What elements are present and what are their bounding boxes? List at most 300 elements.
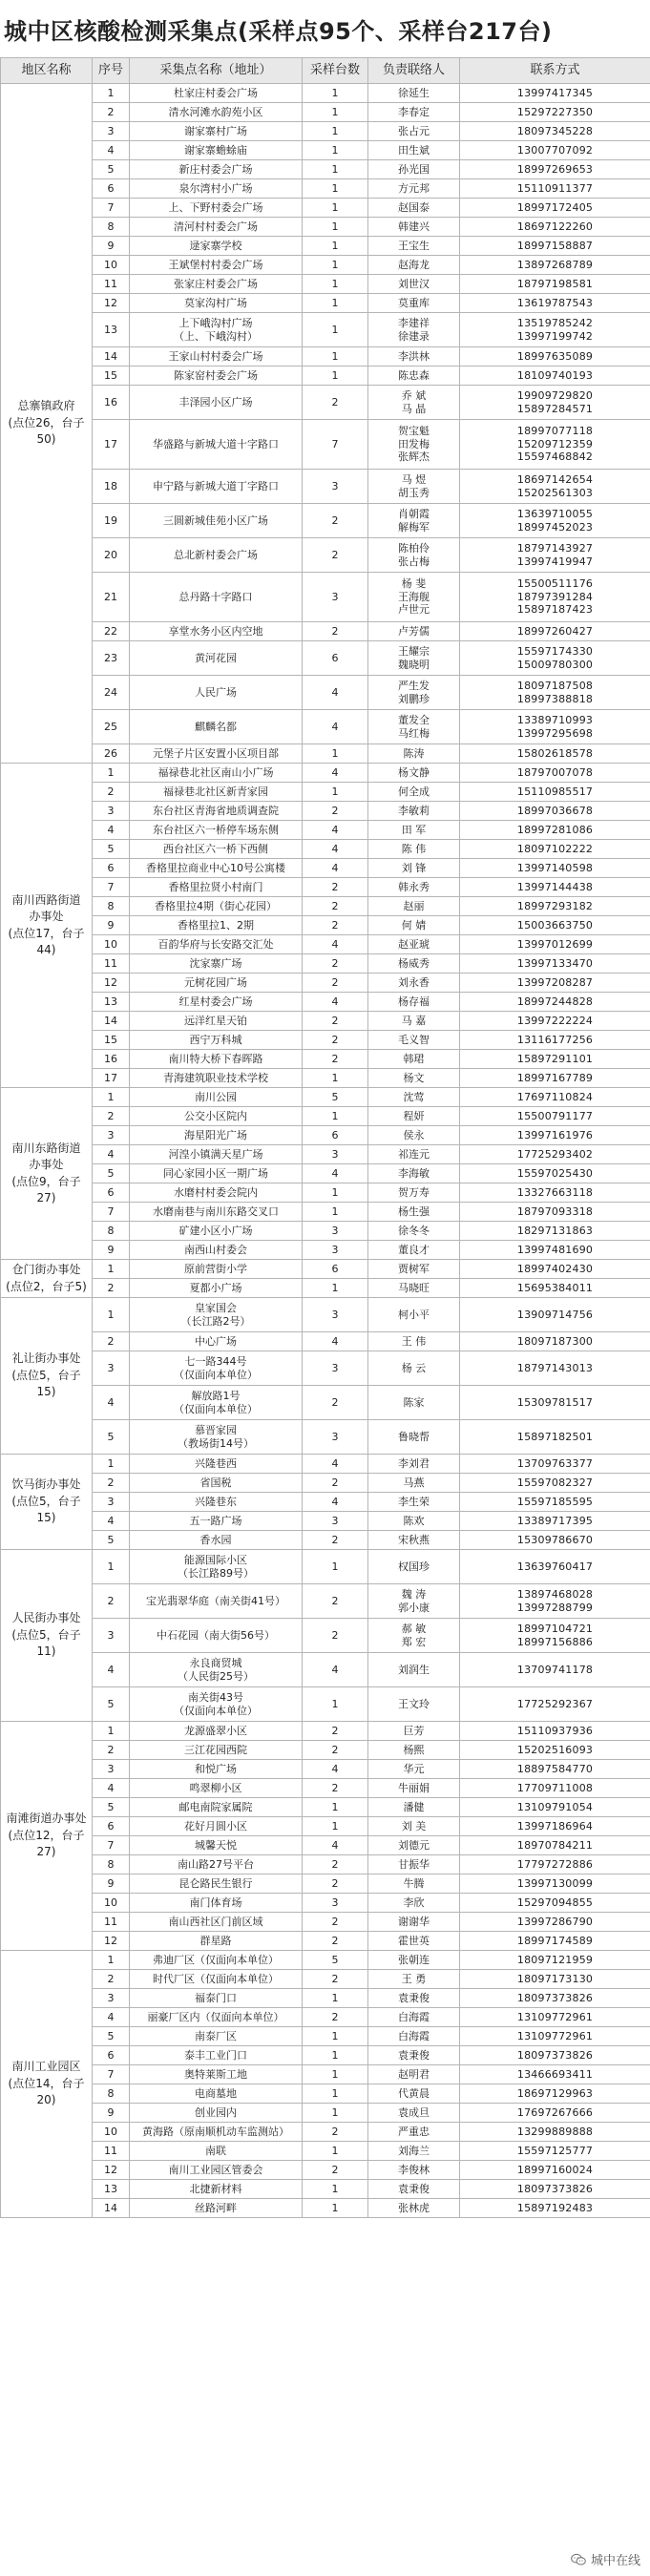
table-count: 2	[303, 897, 368, 916]
site-name: 公交小区院内	[130, 1107, 303, 1126]
contact-person: 董发全 马红梅	[368, 710, 460, 744]
site-name: 香格里拉贤小村南门	[130, 878, 303, 897]
site-name: 泉尔湾村小广场	[130, 179, 303, 199]
table-row	[1, 1031, 650, 1050]
contact-phone: 18997293182	[460, 897, 650, 916]
site-name: 西宁万科城	[130, 1031, 303, 1050]
table-count: 4	[303, 1332, 368, 1351]
contact-person: 李建祥 徐建录	[368, 313, 460, 347]
contact-person: 李刘君	[368, 1455, 460, 1474]
district-name-cell: 仓门街办事处 (点位2，台子5)	[1, 1260, 93, 1298]
contact-phone: 13116177256	[460, 1031, 650, 1050]
contact-phone: 18997160024	[460, 2161, 650, 2180]
contact-person: 王 勇	[368, 1970, 460, 1989]
table-count: 2	[303, 802, 368, 821]
table-row	[1, 2065, 650, 2084]
contact-phone: 17725292367	[460, 1687, 650, 1722]
row-number: 10	[93, 935, 130, 954]
contact-person: 袁成旦	[368, 2104, 460, 2123]
row-number: 3	[93, 1989, 130, 2008]
row-number: 14	[93, 2199, 130, 2218]
table-count: 3	[303, 1145, 368, 1164]
row-number: 13	[93, 313, 130, 347]
contact-person: 乔 斌 马 晶	[368, 386, 460, 420]
table-row	[1, 1970, 650, 1989]
site-name: 上、下野村委会广场	[130, 199, 303, 218]
table-count: 3	[303, 1894, 368, 1913]
contact-phone: 17697110824	[460, 1088, 650, 1107]
table-row	[1, 710, 650, 744]
table-row	[1, 573, 650, 622]
contact-person: 杨文	[368, 1069, 460, 1088]
contact-phone: 17797272886	[460, 1855, 650, 1874]
table-count: 2	[303, 1386, 368, 1420]
contact-phone: 13109772961	[460, 2008, 650, 2027]
contact-person: 甘振华	[368, 1855, 460, 1874]
site-name: 东台社区六一桥停车场东侧	[130, 821, 303, 840]
contact-person: 华元	[368, 1760, 460, 1779]
table-count: 2	[303, 538, 368, 573]
table-count: 1	[303, 1687, 368, 1722]
table-row	[1, 1855, 650, 1874]
table-row	[1, 1894, 650, 1913]
table-count: 1	[303, 2142, 368, 2161]
table-count: 2	[303, 954, 368, 974]
table-count: 6	[303, 641, 368, 676]
contact-person: 刘 锋	[368, 859, 460, 878]
site-name: 城馨天悦	[130, 1836, 303, 1855]
site-name: 福禄巷北社区新青家园	[130, 783, 303, 802]
contact-phone: 13997144438	[460, 878, 650, 897]
site-name: 南门体育场	[130, 1894, 303, 1913]
contact-phone: 15110911377	[460, 179, 650, 199]
table-count: 2	[303, 1932, 368, 1951]
contact-person: 杨存福	[368, 993, 460, 1012]
site-name: 电商墓地	[130, 2084, 303, 2104]
site-name: 解放路1号 （仅面向本单位）	[130, 1386, 303, 1420]
contact-phone: 15297094855	[460, 1894, 650, 1913]
contact-phone: 15003663750	[460, 916, 650, 935]
contact-person: 杨文静	[368, 764, 460, 783]
table-count: 3	[303, 1222, 368, 1241]
row-number: 26	[93, 744, 130, 764]
table-count: 3	[303, 1241, 368, 1260]
row-number: 11	[93, 954, 130, 974]
contact-person: 李敏莉	[368, 802, 460, 821]
table-row	[1, 347, 650, 367]
site-name: 沈家寨广场	[130, 954, 303, 974]
site-name: 群星路	[130, 1932, 303, 1951]
contact-phone: 15897182501	[460, 1420, 650, 1455]
contact-person: 袁秉俊	[368, 2180, 460, 2199]
table-row	[1, 993, 650, 1012]
row-number: 2	[93, 1584, 130, 1619]
contact-phone: 13997417345	[460, 84, 650, 103]
site-name: 奥特莱斯工地	[130, 2065, 303, 2084]
row-number: 1	[93, 1298, 130, 1332]
table-count: 2	[303, 622, 368, 641]
row-number: 6	[93, 1817, 130, 1836]
table-row	[1, 1619, 650, 1653]
table-row	[1, 1455, 650, 1474]
table-row	[1, 275, 650, 294]
table-count: 1	[303, 1550, 368, 1584]
table-count: 2	[303, 504, 368, 538]
contact-person: 刘润生	[368, 1653, 460, 1687]
row-number: 12	[93, 974, 130, 993]
row-number: 12	[93, 294, 130, 313]
contact-phone: 15110937936	[460, 1722, 650, 1741]
contact-person: 李欣	[368, 1894, 460, 1913]
contact-phone: 13519785242 13997199742	[460, 313, 650, 347]
contact-person: 陈涛	[368, 744, 460, 764]
contact-phone: 13997208287	[460, 974, 650, 993]
contact-phone: 18097373826	[460, 1989, 650, 2008]
site-name: 同心家园小区一期广场	[130, 1164, 303, 1183]
district-name-cell: 南川东路街道 办事处 (点位9，台子 27)	[1, 1088, 93, 1260]
contact-person: 徐延生	[368, 84, 460, 103]
table-count: 2	[303, 1031, 368, 1050]
site-name: 清河村村委会广场	[130, 218, 303, 237]
table-row	[1, 1203, 650, 1222]
table-row	[1, 783, 650, 802]
site-name: 总丹路十字路口	[130, 573, 303, 622]
contact-phone: 17709711008	[460, 1779, 650, 1798]
table-count: 2	[303, 1741, 368, 1760]
row-number: 11	[93, 2142, 130, 2161]
contact-person: 刘永香	[368, 974, 460, 993]
row-number: 7	[93, 878, 130, 897]
table-row	[1, 218, 650, 237]
row-number: 4	[93, 1779, 130, 1798]
contact-person: 潘健	[368, 1798, 460, 1817]
contact-phone: 13389717395	[460, 1512, 650, 1531]
table-count: 1	[303, 2046, 368, 2065]
district-name-cell: 总寨镇政府 (点位26，台子50)	[1, 84, 93, 764]
site-name: 人民广场	[130, 676, 303, 710]
site-name: 南泰厂区	[130, 2027, 303, 2046]
site-name: 兴隆巷西	[130, 1455, 303, 1474]
contact-person: 刘世汉	[368, 275, 460, 294]
site-name: 福泰门口	[130, 1989, 303, 2008]
contact-phone: 13997286790	[460, 1913, 650, 1932]
contact-person: 代黄晨	[368, 2084, 460, 2104]
row-number: 18	[93, 470, 130, 504]
contact-phone: 15202516093	[460, 1741, 650, 1760]
contact-person: 李春定	[368, 103, 460, 122]
table-row	[1, 744, 650, 764]
site-name: 元树花园广场	[130, 974, 303, 993]
table-count: 2	[303, 1874, 368, 1894]
contact-person: 韩珺	[368, 1050, 460, 1069]
contact-person: 张占元	[368, 122, 460, 141]
contact-phone: 18097102222	[460, 840, 650, 859]
contact-person: 卢芳儒	[368, 622, 460, 641]
contact-person: 赵国泰	[368, 199, 460, 218]
site-name: 慕晋家园 （教场街14号）	[130, 1420, 303, 1455]
contact-phone: 18697129963	[460, 2084, 650, 2104]
site-name: 夏都小广场	[130, 1279, 303, 1298]
table-row	[1, 1741, 650, 1760]
contact-phone: 18997244828	[460, 993, 650, 1012]
contact-phone: 18697142654 15202561303	[460, 470, 650, 504]
contact-person: 马晓旺	[368, 1279, 460, 1298]
site-name: 中心广场	[130, 1332, 303, 1351]
contact-person: 柯小平	[368, 1298, 460, 1332]
site-name: 香格里拉商业中心10号公寓楼	[130, 859, 303, 878]
contact-phone: 13997130099	[460, 1874, 650, 1894]
table-row	[1, 2142, 650, 2161]
contact-person: 张林虎	[368, 2199, 460, 2218]
site-name: 三圆新城佳苑小区广场	[130, 504, 303, 538]
table-row	[1, 294, 650, 313]
contact-person: 杨熙	[368, 1741, 460, 1760]
contact-person: 白海霞	[368, 2027, 460, 2046]
table-row	[1, 256, 650, 275]
row-number: 9	[93, 2104, 130, 2123]
row-number: 2	[93, 103, 130, 122]
row-number: 24	[93, 676, 130, 710]
contact-person: 袁秉俊	[368, 2046, 460, 2065]
table-count: 1	[303, 218, 368, 237]
row-number: 25	[93, 710, 130, 744]
row-number: 2	[93, 1741, 130, 1760]
table-count: 2	[303, 1050, 368, 1069]
table-count: 1	[303, 122, 368, 141]
row-number: 1	[93, 1550, 130, 1584]
site-name: 红星村委会广场	[130, 993, 303, 1012]
contact-phone: 15597185595	[460, 1493, 650, 1512]
row-number: 22	[93, 622, 130, 641]
table-row	[1, 2161, 650, 2180]
table-row	[1, 2180, 650, 2199]
row-number: 3	[93, 802, 130, 821]
row-number: 2	[93, 1970, 130, 1989]
site-name: 创业园内	[130, 2104, 303, 2123]
site-name: 宝光翡翠华庭（南关街41号）	[130, 1584, 303, 1619]
contact-phone: 18097187300	[460, 1332, 650, 1351]
row-number: 1	[93, 764, 130, 783]
site-name: 逯家寨学校	[130, 237, 303, 256]
table-row	[1, 84, 650, 103]
contact-phone: 13466693411	[460, 2065, 650, 2084]
contact-person: 白海霞	[368, 2008, 460, 2027]
contact-phone: 13997161976	[460, 1126, 650, 1145]
row-number: 4	[93, 2008, 130, 2027]
contact-phone: 18997104721 18997156886	[460, 1619, 650, 1653]
table-row	[1, 897, 650, 916]
contact-person: 严生发 刘鹏珍	[368, 676, 460, 710]
contact-person: 李生荣	[368, 1493, 460, 1512]
wechat-icon	[571, 2553, 586, 2566]
contact-person: 毛义智	[368, 1031, 460, 1050]
contact-phone: 18997077118 15209712359 15597468842	[460, 420, 650, 470]
footer-watermark	[571, 2550, 640, 2568]
table-count: 1	[303, 744, 368, 764]
contact-person: 王文玲	[368, 1687, 460, 1722]
table-count: 6	[303, 1126, 368, 1145]
row-number: 6	[93, 2046, 130, 2065]
district-name-cell: 礼让街办事处 (点位5，台子 15)	[1, 1298, 93, 1455]
table-count: 1	[303, 1798, 368, 1817]
table-count: 2	[303, 1855, 368, 1874]
row-number: 8	[93, 897, 130, 916]
table-count: 2	[303, 386, 368, 420]
table-count: 1	[303, 103, 368, 122]
table-row	[1, 1760, 650, 1779]
contact-person: 袁秉俊	[368, 1989, 460, 2008]
row-number: 4	[93, 821, 130, 840]
row-number: 10	[93, 256, 130, 275]
table-count: 5	[303, 1951, 368, 1970]
table-row	[1, 179, 650, 199]
row-number: 1	[93, 1260, 130, 1279]
table-count: 2	[303, 1619, 368, 1653]
table-row	[1, 1088, 650, 1107]
table-count: 2	[303, 916, 368, 935]
row-number: 9	[93, 916, 130, 935]
table-count: 1	[303, 294, 368, 313]
contact-person: 韩永秀	[368, 878, 460, 897]
contact-person: 巨芳	[368, 1722, 460, 1741]
contact-phone: 18997635089	[460, 347, 650, 367]
contact-person: 陈柏伶 张占梅	[368, 538, 460, 573]
table-count: 1	[303, 2084, 368, 2104]
table-row	[1, 141, 650, 160]
table-count: 1	[303, 347, 368, 367]
table-row	[1, 802, 650, 821]
contact-phone: 18797007078	[460, 764, 650, 783]
table-row	[1, 1260, 650, 1279]
row-number: 14	[93, 1012, 130, 1031]
contact-person: 赵丽	[368, 897, 460, 916]
row-number: 3	[93, 1619, 130, 1653]
table-count: 2	[303, 2161, 368, 2180]
table-row	[1, 641, 650, 676]
row-number: 23	[93, 641, 130, 676]
table-row	[1, 1779, 650, 1798]
row-number: 10	[93, 1894, 130, 1913]
contact-phone: 18997260427	[460, 622, 650, 641]
table-count: 3	[303, 573, 368, 622]
table-row	[1, 1584, 650, 1619]
contact-phone: 18997402430	[460, 1260, 650, 1279]
contact-person: 牛丽娟	[368, 1779, 460, 1798]
site-name: 皇家国会 （长江路2号）	[130, 1298, 303, 1332]
contact-person: 王耀宗 魏晓明	[368, 641, 460, 676]
site-name: 时代厂区（仅面向本单位）	[130, 1970, 303, 1989]
contact-person: 权国珍	[368, 1550, 460, 1584]
row-number: 1	[93, 84, 130, 103]
row-number: 21	[93, 573, 130, 622]
table-row	[1, 1836, 650, 1855]
table-count: 3	[303, 1512, 368, 1531]
contact-person: 董良才	[368, 1241, 460, 1260]
table-row	[1, 122, 650, 141]
table-count: 4	[303, 859, 368, 878]
contact-person: 张朝连	[368, 1951, 460, 1970]
table-row	[1, 1351, 650, 1386]
district-name-cell: 南川西路街道 办事处 (点位17，台子 44)	[1, 764, 93, 1088]
contact-person: 侯永	[368, 1126, 460, 1145]
row-number: 4	[93, 1386, 130, 1420]
table-count: 1	[303, 199, 368, 218]
row-number: 2	[93, 1332, 130, 1351]
contact-person: 杨 斐 王海舰 卢世元	[368, 573, 460, 622]
row-number: 5	[93, 1798, 130, 1817]
row-number: 7	[93, 1836, 130, 1855]
site-name: 丰泽园小区广场	[130, 386, 303, 420]
table-row	[1, 367, 650, 386]
site-name: 申宁路与新城大道丁字路口	[130, 470, 303, 504]
table-row	[1, 1722, 650, 1741]
table-count: 1	[303, 275, 368, 294]
site-name: 西台社区六一桥下西侧	[130, 840, 303, 859]
contact-phone: 15695384011	[460, 1279, 650, 1298]
table-row	[1, 1050, 650, 1069]
contact-person: 陈忠森	[368, 367, 460, 386]
table-row	[1, 1222, 650, 1241]
site-name: 能源国际小区 （长江路89号）	[130, 1550, 303, 1584]
table-count: 1	[303, 84, 368, 103]
contact-person: 韩建兴	[368, 218, 460, 237]
contact-person: 贺宝魁 田发梅 张辉杰	[368, 420, 460, 470]
contact-phone: 18297131863	[460, 1222, 650, 1241]
contact-person: 马燕	[368, 1474, 460, 1493]
row-number: 7	[93, 199, 130, 218]
row-number: 10	[93, 2123, 130, 2142]
table-row	[1, 1550, 650, 1584]
site-name: 中石花园（南大街56号）	[130, 1619, 303, 1653]
table-count: 4	[303, 1493, 368, 1512]
table-row	[1, 1012, 650, 1031]
table-row	[1, 1332, 650, 1351]
contact-phone: 18097173130	[460, 1970, 650, 1989]
contact-phone: 15597025430	[460, 1164, 650, 1183]
table-row	[1, 1279, 650, 1298]
row-number: 1	[93, 1951, 130, 1970]
table-row	[1, 1420, 650, 1455]
table-count: 2	[303, 2123, 368, 2142]
site-name: 百韵华府与长安路交汇处	[130, 935, 303, 954]
site-name: 远洋红星天铂	[130, 1012, 303, 1031]
site-name: 香格里拉4期（街心花园）	[130, 897, 303, 916]
site-name: 三江花园西院	[130, 1741, 303, 1760]
table-count: 4	[303, 993, 368, 1012]
table-count: 4	[303, 676, 368, 710]
contact-phone: 18997269653	[460, 160, 650, 179]
contact-person: 马 煜 胡玉秀	[368, 470, 460, 504]
table-count: 2	[303, 1970, 368, 1989]
contact-phone: 18797198581	[460, 275, 650, 294]
contact-person: 陈家	[368, 1386, 460, 1420]
header-district: 地区名称	[1, 58, 93, 84]
table-count: 1	[303, 141, 368, 160]
site-name: 兴隆巷东	[130, 1493, 303, 1512]
contact-phone: 15897291101	[460, 1050, 650, 1069]
contact-person: 田 军	[368, 821, 460, 840]
contact-person: 杨生强	[368, 1203, 460, 1222]
contact-person: 牛腾	[368, 1874, 460, 1894]
row-number: 4	[93, 1653, 130, 1687]
row-number: 5	[93, 840, 130, 859]
table-count: 4	[303, 821, 368, 840]
row-number: 4	[93, 141, 130, 160]
contact-phone: 15897192483	[460, 2199, 650, 2218]
table-count: 4	[303, 1760, 368, 1779]
contact-phone: 13639760417	[460, 1550, 650, 1584]
contact-person: 肖朝霞 解梅军	[368, 504, 460, 538]
